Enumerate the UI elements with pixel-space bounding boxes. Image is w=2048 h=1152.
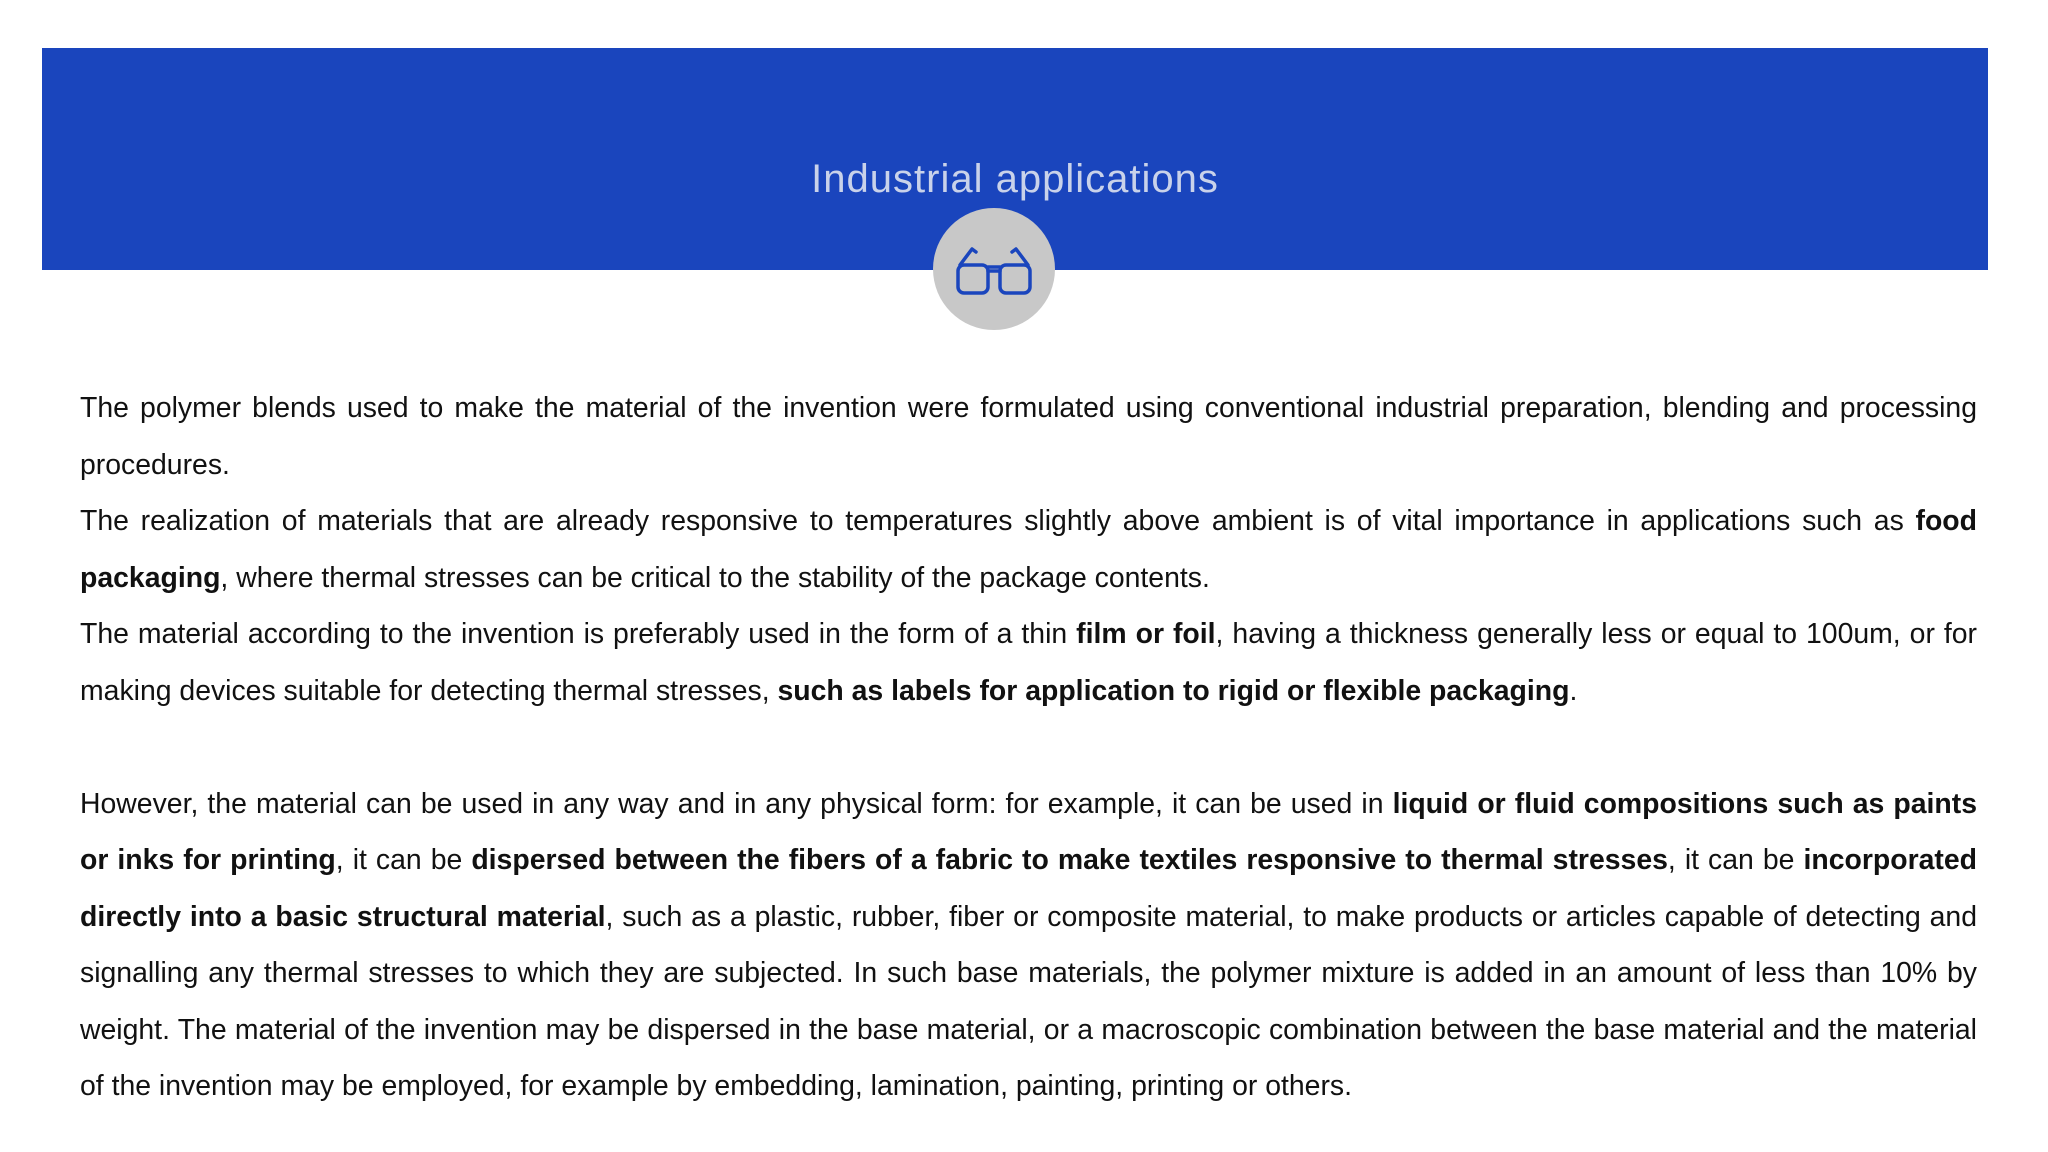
paragraph-3-text-end: . <box>1569 674 1578 707</box>
paragraph-3-text-mid: , having a thickness generally less or equal to 100um, or for making devices suitable for detecting thermal stresses, <box>80 618 1978 707</box>
body-text <box>80 380 1977 1115</box>
paragraph-2-text-end: , where thermal stresses can be critical to the stability of the package contents. <box>220 561 1210 594</box>
paragraph-1-text: The polymer blends used to make the material of the invention were formulated using conventional industrial preparation, blending and processing procedures. <box>80 392 1977 481</box>
paragraph-4-text-end: , such as a plastic, rubber, fiber or composite material, to make products or articles capable of detecting and signalling any thermal stresses to which they are subjected. In such base materials, the polymer mixture is added in an amount of less than 10% by weight. The material of the invention may be dispersed in the base material, or a macroscopic combination between the base material and the material of the invention may be employed, for example by embedding, lamination, painting, printing or others. <box>80 900 1977 1102</box>
paragraph-4-bold-dispersed: dispersed between the fibers of a fabric to make textiles responsive to thermal stresses <box>471 844 1668 876</box>
paragraph-2-bold-food-packaging: food packaging <box>80 505 1977 594</box>
paragraph-3-text: The material according to the invention is preferably used in the form of a thin <box>80 618 1077 650</box>
page-title: Industrial applications <box>811 157 1219 201</box>
paragraph-3 <box>80 606 1977 719</box>
paragraph-4-bold-liquid: liquid or fluid compositions such as paints or inks for printing <box>80 787 1977 876</box>
icon-badge <box>933 208 1055 330</box>
paragraph-3-bold-film: film or foil <box>1076 618 1216 650</box>
paragraph-4-text: However, the material can be used in any way and in any physical form: for example, it can be used in <box>80 787 1393 820</box>
paragraph-3-bold-labels: such as labels for application to rigid or flexible packaging <box>777 674 1570 707</box>
glasses-icon <box>954 235 1034 305</box>
paragraph-spacer <box>80 719 1977 776</box>
paragraph-4-text-2: , it can be <box>335 844 472 876</box>
paragraph-4-bold-incorporated: incorporated directly into a basic structural material <box>80 844 1977 933</box>
paragraph-1 <box>80 380 1977 493</box>
paragraph-4 <box>80 776 1977 1115</box>
paragraph-4-text-3: , it can be <box>1667 844 1804 876</box>
paragraph-2 <box>80 493 1977 606</box>
paragraph-2-text: The realization of materials that are already responsive to temperatures slightly above ambient is of vital importance in applications such as <box>80 505 1916 537</box>
